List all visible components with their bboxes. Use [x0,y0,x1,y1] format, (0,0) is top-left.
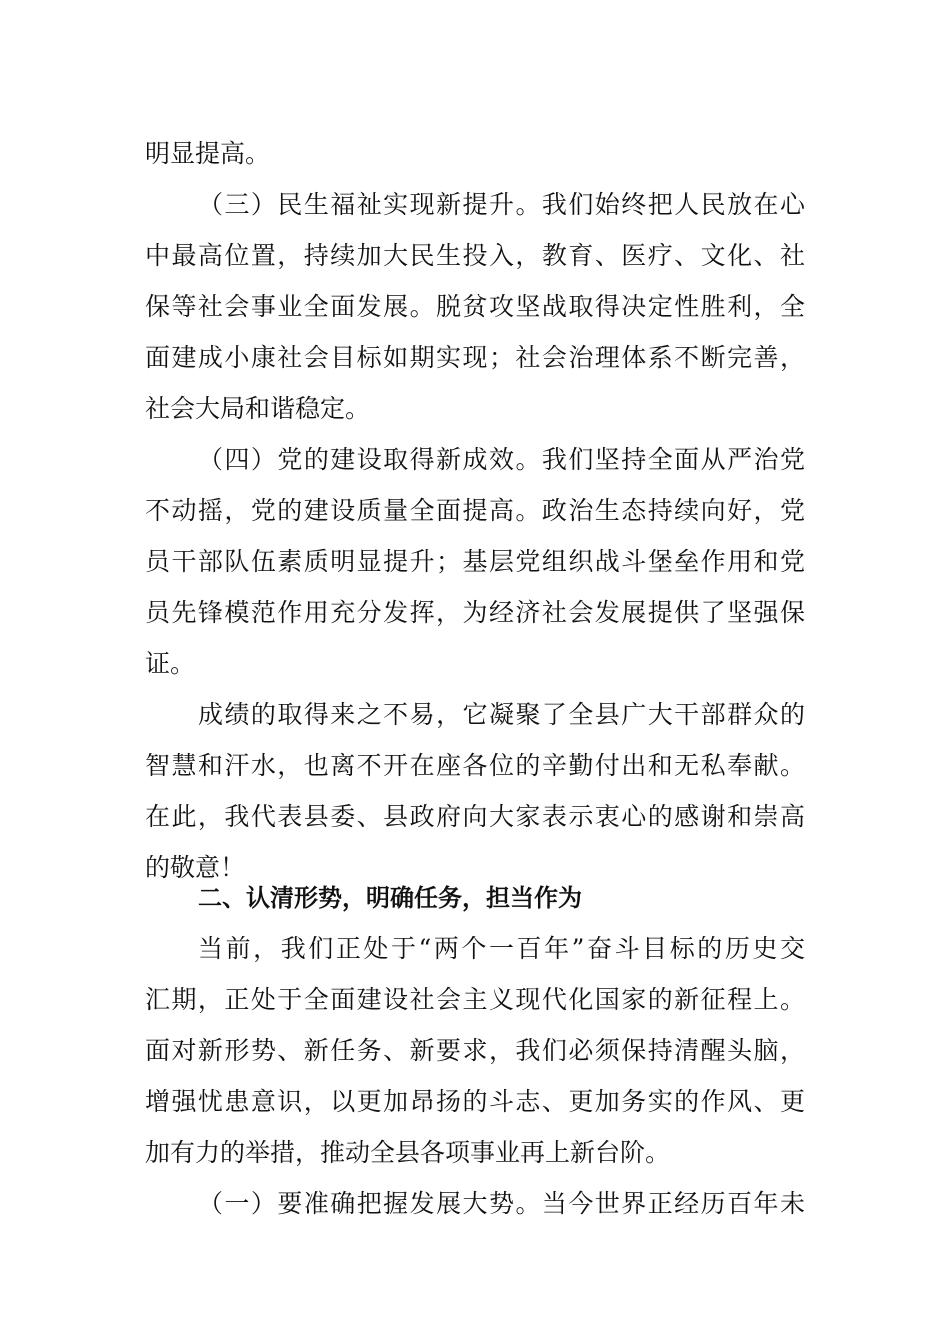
paragraph-achievement-line: 成绩的取得来之不易，它凝聚了全县广大干部群众的 [198,700,805,729]
text-line: 明显提高。 [145,139,271,168]
text-line: 加有力的举措，推动全县各项事业再上新台阶。 [145,1138,671,1167]
paragraph-situation-line: 当前，我们正处于“两个一百年”奋斗目标的历史交 [198,934,805,963]
section-heading: 二、认清形势，明确任务，担当作为 [198,884,582,912]
text-line: 面对新形势、新任务、新要求，我们必须保持清醒头脑， [145,1036,805,1065]
text-line: 社会大局和谐稳定。 [145,394,371,423]
text-line: 员先锋模范作用充分发挥，为经济社会发展提供了坚强保 [145,598,805,627]
paragraph-four-line: （四）党的建设取得新成效。我们坚持全面从严治党 [198,445,805,474]
text-line: 中最高位置，持续加大民生投入，教育、医疗、文化、社 [145,241,805,270]
paragraph-one-line: （一）要准确把握发展大势。当今世界正经历百年未 [198,1189,805,1218]
text-line: 智慧和汗水，也离不开在座各位的辛勤付出和无私奉献。 [145,751,805,780]
text-line: 汇期，正处于全面建设社会主义现代化国家的新征程上。 [145,985,805,1014]
text-line: 不动摇，党的建设质量全面提高。政治生态持续向好，党 [145,496,805,525]
text-line: 增强忧患意识，以更加昂扬的斗志、更加务实的作风、更 [145,1087,805,1116]
text-line: 在此，我代表县委、县政府向大家表示衷心的感谢和崇高 [145,802,805,831]
text-line: 保等社会事业全面发展。脱贫攻坚战取得决定性胜利，全 [145,292,805,321]
text-line: 证。 [145,649,196,678]
text-line: 的敬意！ [145,853,246,882]
text-line: 面建成小康社会目标如期实现；社会治理体系不断完善， [145,343,805,372]
text-line: 员干部队伍素质明显提升；基层党组织战斗堡垒作用和党 [145,547,805,576]
paragraph-three-line: （三）民生福祉实现新提升。我们始终把人民放在心 [198,190,805,219]
